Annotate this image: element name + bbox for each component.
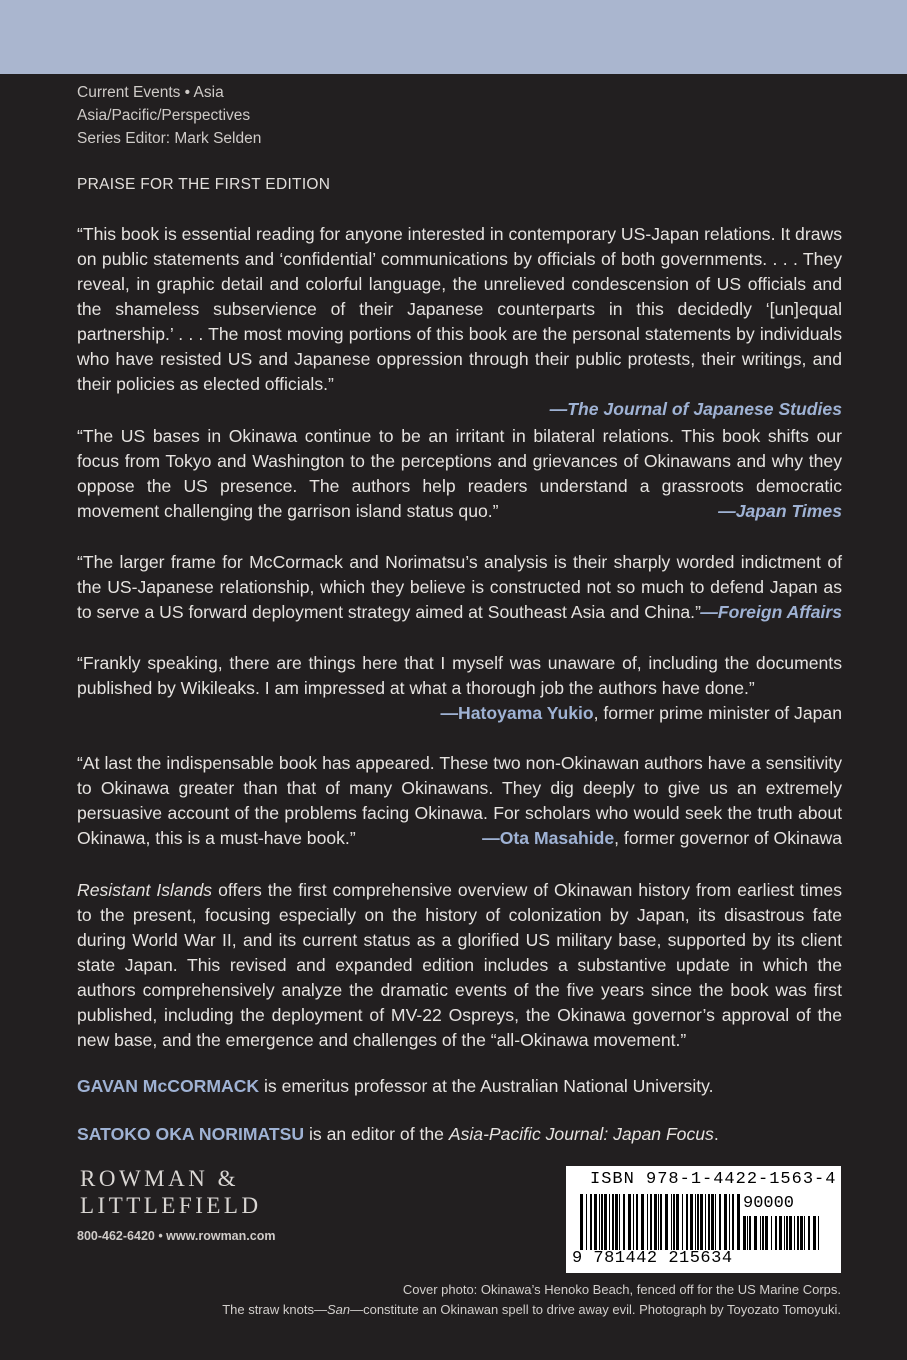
quote-text: “The US bases in Okinawa continue to be an irritant in bilateral relations. This book shifts our focus from Tokyo and Washington to the perceptions and grievances of Okinawans and why they oppose the US presence. The authors help readers understand a grassroots democratic movement challenging the garrison island status quo.” [77,426,842,521]
publisher-line-1: ROWMAN & [80,1166,239,1191]
quote-text: “At last the indispensable book has appeared. These two non-Okinawan authors have a sensitivity to Okinawa greater than that of many Okinawans. They dig deeply to give us an extremely persuasive account of the problems facing Okinawa. For scholars who would seek the truth about Okinawa, this is a must-have book.” [77,753,842,848]
series-editor: Series Editor: Mark Selden [77,130,262,147]
series-label: Asia/Pacific/Perspectives [77,107,251,124]
barcode-bars-main [580,1194,742,1250]
publisher-contact: 800-462-6420 • www.rowman.com [77,1229,276,1243]
quote-source: Japan Times [735,501,842,521]
author-bio: is an editor of the [304,1124,449,1144]
quote-role: , former prime minister of Japan [593,703,842,723]
isbn-barcode [566,1166,841,1273]
quote-source: Hatoyama Yukio [458,703,594,723]
category-label: Current Events • Asia [77,84,224,101]
author-name: SATOKO OKA NORIMATSU [77,1124,305,1144]
quote-attribution: —Hatoyama Yukio, former prime minister of Japan [440,703,842,723]
series-info [77,81,261,150]
quote-text: “This book is essential reading for anyone interested in contemporary US-Japan relations. It draws on public statements and ‘confidential’ communications by officials of both governments. . . . They reveal, in graphic detail and colorful language, the unrelieved condescension of US officials and the shameless subservience of their Japanese counterparts in this decidedly ‘[un]equal partnership.’ . . . The most moving portions of this book are the personal statements by individuals who have resisted US and Japanese oppression through their public protests, their writings, and their policies as elected officials.” [77,224,842,394]
quote-foreign-affairs [77,550,842,625]
quote-attribution: —Japan Times [718,501,842,521]
author-bio: is emeritus professor at the Australian National University. [259,1076,714,1096]
barcode-bars-addon [743,1216,821,1250]
quote-source: Foreign Affairs [717,602,842,622]
journal-name: Asia-Pacific Journal: Japan Focus [448,1124,714,1144]
barcode-addon-digits: 90000 [743,1194,795,1213]
quote-source: The Journal of Japanese Studies [567,399,842,419]
book-description [77,878,842,1053]
quote-role: , former governor of Okinawa [614,828,842,848]
isbn-label: ISBN 978-1-4422-1563-4 [590,1170,837,1189]
book-title: Resistant Islands [77,880,213,900]
praise-heading: PRAISE FOR THE FIRST EDITION [77,176,331,193]
quote-source: Ota Masahide [499,828,615,848]
quote-text: “Frankly speaking, there are things here that I myself was unaware of, including the documents published by Wikileaks. I am impressed at what a thorough job the authors have done.” [77,653,842,698]
publisher-logo [80,1165,262,1219]
publisher-line-2: LITTLEFIELD [80,1193,262,1218]
author-bio-mccormack [77,1076,714,1097]
quote-attribution: —Ota Masahide, former governor of Okinawa [482,828,842,848]
quote-attribution: —The Journal of Japanese Studies [549,399,842,419]
credit-line-1: Cover photo: Okinawa’s Henoko Beach, fenced off for the US Marine Corps. [402,1282,841,1297]
cover-credit [222,1280,841,1320]
quote-attribution: —Foreign Affairs [700,602,842,622]
author-name: GAVAN McCORMACK [77,1076,260,1096]
quote-hatoyama [77,651,842,726]
barcode-digits: 9 781442 215634 [572,1249,733,1268]
description-body: offers the first comprehensive overview of Okinawan history from earliest times to the present, focusing especially on the history of colonization by Japan, its disastrous fate during World War II, and its current status as a glorified US military base, supported by its client state Japan. This revised and expanded edition includes a substantive update in which the authors comprehensively analyze the dramatic events of the five years since the book was first published, including the deployment of MV-22 Ospreys, the Okinawa governor’s approval of the new base, and the emergence and challenges of the “all-Okinawa movement.” [77,880,842,1050]
quote-text: “The larger frame for McCormack and Norimatsu’s analysis is their sharply worded indictment of the US-Japanese relationship, which they believe is constructed not so much to defend Japan as to serve a US forward deployment strategy aimed at Southeast Asia and China.” [77,552,842,622]
quote-ota [77,751,842,851]
credit-line-2: The straw knots—San—constitute an Okinawan spell to drive away evil. Photograph by Toyozato Tomoyuki. [222,1302,841,1317]
author-bio-norimatsu: SATOKO OKA NORIMATSU is an editor of the Asia-Pacific Journal: Japan Focus. [77,1124,719,1144]
quote-japan-times [77,424,842,524]
quote-journal-japanese-studies [77,222,842,422]
top-color-band [0,0,907,74]
